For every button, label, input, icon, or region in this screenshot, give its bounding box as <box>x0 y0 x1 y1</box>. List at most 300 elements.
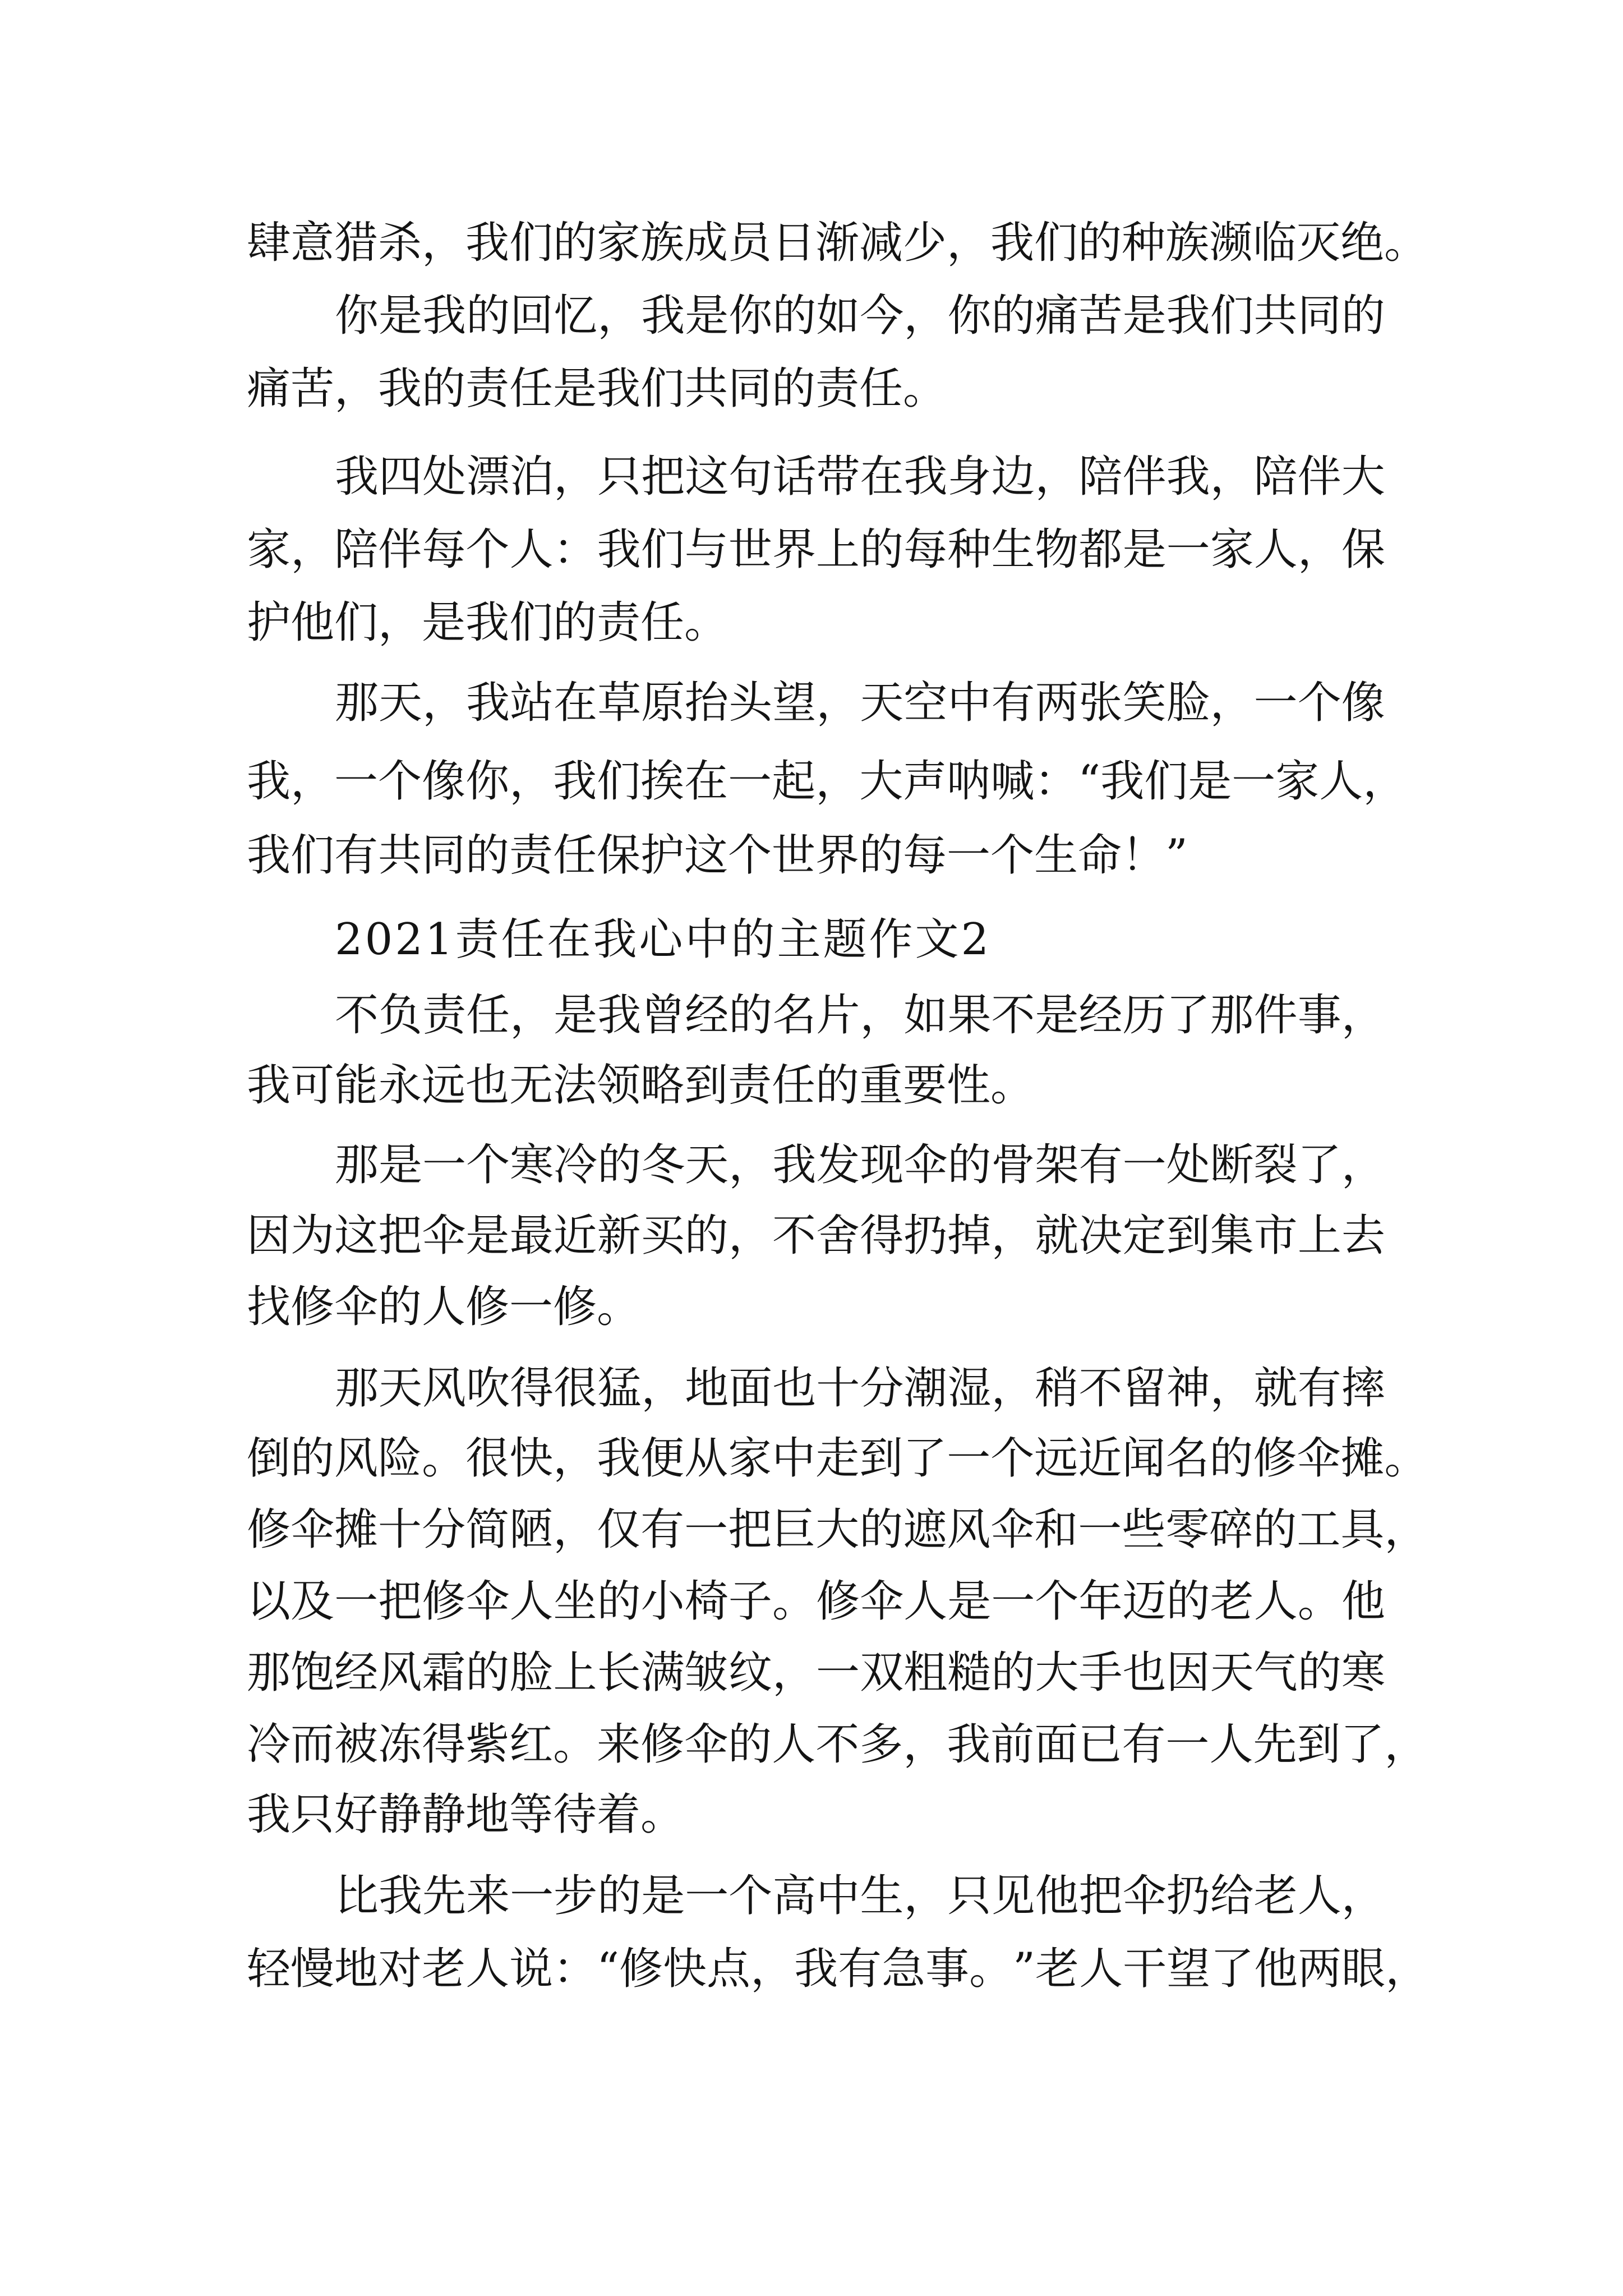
glyph: 们 <box>1210 291 1254 341</box>
glyph: 你 <box>947 291 992 341</box>
glyph: 定 <box>1122 1211 1166 1261</box>
glyph: 长 <box>597 1648 641 1698</box>
glyph: 抬 <box>685 678 729 728</box>
glyph: 忆 <box>554 291 598 341</box>
glyph: 。 <box>772 1576 816 1627</box>
glyph: 同 <box>1297 291 1341 341</box>
glyph: 面 <box>728 1363 773 1414</box>
glyph: 的 <box>772 291 817 341</box>
glyph: 他 <box>1035 1871 1079 1921</box>
glyph: 伞 <box>1122 1871 1166 1921</box>
glyph: 仅 <box>597 1504 641 1555</box>
glyph: 到 <box>1166 1211 1210 1261</box>
glyph: 陪 <box>1078 452 1123 502</box>
glyph: 上 <box>553 1648 597 1698</box>
glyph: 我 <box>466 678 510 728</box>
glyph: 一 <box>947 1433 991 1484</box>
glyph: 都 <box>1078 524 1123 575</box>
text-line <box>335 446 1385 508</box>
glyph: 每 <box>422 524 466 575</box>
glyph: 架 <box>1035 1140 1079 1190</box>
glyph: 满 <box>640 1648 685 1698</box>
glyph: 大 <box>1035 1648 1079 1698</box>
glyph: 的 <box>597 1576 641 1627</box>
glyph: 红 <box>509 1719 554 1770</box>
glyph: 湿 <box>947 1363 992 1414</box>
glyph: 多 <box>859 1719 903 1770</box>
glyph: 是 <box>1188 756 1232 807</box>
glyph: 近 <box>1078 1433 1122 1484</box>
glyph: 集 <box>1210 1211 1254 1261</box>
glyph: 很 <box>465 1433 510 1484</box>
glyph: 人 <box>903 1576 948 1627</box>
glyph: 快 <box>509 1433 554 1484</box>
glyph: ， <box>509 756 554 807</box>
glyph: 了 <box>1340 1719 1385 1770</box>
glyph: 修 <box>619 1944 663 1994</box>
glyph: 修 <box>816 1576 860 1627</box>
glyph: 一 <box>1232 756 1276 807</box>
glyph: ， <box>750 1944 795 1994</box>
glyph: ， <box>553 1504 597 1555</box>
glyph: 冬 <box>641 1140 685 1190</box>
glyph: 舍 <box>816 1211 860 1261</box>
glyph: 的 <box>1166 1576 1210 1627</box>
glyph: 的 <box>1253 1504 1297 1555</box>
glyph: 到 <box>859 1433 903 1484</box>
glyph: 老 <box>1210 1576 1254 1627</box>
glyph: 我 <box>1166 452 1210 502</box>
glyph: 话 <box>772 452 817 502</box>
glyph: 物 <box>1035 524 1079 575</box>
glyph: 任 <box>466 990 510 1041</box>
glyph: 天 <box>1210 1648 1254 1698</box>
glyph: 的 <box>860 524 904 575</box>
glyph: 。 <box>553 1719 597 1770</box>
glyph: 苦 <box>1078 291 1123 341</box>
glyph: 头 <box>728 678 773 728</box>
glyph: 脸 <box>509 1648 554 1698</box>
glyph: 我 <box>903 452 948 502</box>
glyph: 不 <box>772 1211 816 1261</box>
glyph: 摔 <box>1341 1363 1385 1414</box>
glyph: 有 <box>1078 1140 1123 1190</box>
glyph: 事 <box>1297 990 1341 1041</box>
glyph: 人 <box>509 524 554 575</box>
glyph: 的 <box>728 990 773 1041</box>
glyph: ， <box>641 1363 685 1414</box>
glyph: 我 <box>597 990 642 1041</box>
glyph: 点 <box>707 1944 751 1994</box>
glyph: 是 <box>379 291 423 341</box>
glyph: 有 <box>1297 1363 1341 1414</box>
glyph: 我 <box>247 756 291 807</box>
glyph: 是 <box>1122 524 1166 575</box>
glyph: 工 <box>1297 1504 1341 1555</box>
glyph: 是 <box>685 291 729 341</box>
glyph: 种 <box>947 524 992 575</box>
glyph: 紫 <box>465 1719 510 1770</box>
glyph: 最 <box>509 1211 554 1261</box>
glyph: 人 <box>509 1576 554 1627</box>
glyph: 上 <box>816 524 860 575</box>
glyph: 伴 <box>1297 452 1341 502</box>
glyph: ， <box>816 678 860 728</box>
glyph: ， <box>1341 1140 1385 1190</box>
glyph: 因 <box>247 1211 291 1261</box>
glyph: ， <box>903 291 948 341</box>
glyph: ， <box>597 291 642 341</box>
glyph: 就 <box>1253 1363 1298 1414</box>
section-heading: 2021责任在我心中的主题作文2 <box>335 914 992 965</box>
glyph: 慢 <box>291 1944 335 1994</box>
glyph: 我 <box>335 452 379 502</box>
glyph: 那 <box>1210 990 1254 1041</box>
text-line <box>335 285 1385 347</box>
glyph: 负 <box>379 990 423 1041</box>
glyph: “ <box>597 1944 620 1994</box>
glyph: 子 <box>728 1576 772 1627</box>
glyph: 走 <box>815 1433 860 1484</box>
glyph: 我 <box>553 756 597 807</box>
glyph: 步 <box>554 1871 598 1921</box>
glyph: ， <box>1385 1944 1430 1994</box>
glyph: 的 <box>991 291 1035 341</box>
glyph: 一 <box>728 756 772 807</box>
glyph: 到 <box>1297 1719 1341 1770</box>
glyph: 留 <box>1122 1363 1166 1414</box>
glyph: 的 <box>1297 1648 1341 1698</box>
glyph: 是 <box>947 1576 992 1627</box>
glyph: 摊 <box>334 1504 379 1555</box>
glyph: 不 <box>335 990 379 1041</box>
glyph: 天 <box>860 678 904 728</box>
glyph: 家 <box>1210 524 1254 575</box>
glyph: 年 <box>1078 1576 1123 1627</box>
glyph: 的 <box>947 1140 992 1190</box>
glyph: 一 <box>1166 524 1210 575</box>
text-line: 找修伞的人修一修。 <box>247 1282 641 1332</box>
glyph: 决 <box>1078 1211 1123 1261</box>
text-line <box>335 984 1385 1046</box>
glyph: ， <box>728 1211 772 1261</box>
glyph: 一 <box>1122 1140 1166 1190</box>
glyph: 市 <box>1253 1211 1298 1261</box>
glyph: 在 <box>684 756 728 807</box>
glyph: 责 <box>422 990 467 1041</box>
text-line <box>335 1865 1385 1927</box>
text-line: 护他们，是我们的责任。 <box>247 597 728 648</box>
glyph: 只 <box>947 1871 992 1921</box>
glyph: 那 <box>335 1363 379 1414</box>
glyph: 我 <box>1100 756 1145 807</box>
glyph: 近 <box>553 1211 597 1261</box>
text-line <box>247 1205 1385 1267</box>
glyph: 得 <box>422 1719 466 1770</box>
glyph: ， <box>554 452 598 502</box>
glyph: 得 <box>510 1363 554 1414</box>
glyph: 老 <box>1035 1944 1080 1994</box>
glyph: ， <box>728 1140 773 1190</box>
glyph: 比 <box>335 1871 379 1921</box>
glyph: ， <box>1341 1871 1385 1921</box>
glyph: 把 <box>1078 1871 1123 1921</box>
glyph: 个 <box>378 756 422 807</box>
glyph: 的 <box>291 1433 335 1484</box>
glyph: 眼 <box>1341 1944 1386 1994</box>
glyph: ， <box>422 678 467 728</box>
glyph: ， <box>1210 452 1254 502</box>
glyph: ， <box>1210 1363 1254 1414</box>
glyph: 只 <box>597 452 642 502</box>
glyph: 地 <box>685 1363 729 1414</box>
glyph: 痛 <box>1035 291 1079 341</box>
glyph: 老 <box>1253 1871 1298 1921</box>
glyph: 的 <box>991 1648 1035 1698</box>
glyph: 便 <box>640 1433 685 1484</box>
glyph: 先 <box>1253 1719 1297 1770</box>
glyph: ， <box>991 1211 1035 1261</box>
glyph: 把 <box>641 452 685 502</box>
glyph: 风 <box>378 1648 422 1698</box>
glyph: 很 <box>554 1363 598 1414</box>
glyph: 生 <box>860 1871 904 1921</box>
glyph: 世 <box>728 524 772 575</box>
glyph: 片 <box>816 990 860 1041</box>
glyph: 望 <box>772 678 817 728</box>
glyph: 一 <box>334 1576 379 1627</box>
glyph: 我 <box>1166 291 1210 341</box>
text-line <box>247 1428 1428 1489</box>
text-line: 我们有共同的责任保护这个世界的每一个生命！” <box>247 830 1188 881</box>
glyph: 是 <box>1035 990 1079 1041</box>
glyph: 而 <box>291 1719 335 1770</box>
glyph: 们 <box>640 524 685 575</box>
glyph: 边 <box>991 452 1035 502</box>
glyph: 一 <box>1165 1719 1210 1770</box>
glyph: 吹 <box>466 1363 510 1414</box>
glyph: ， <box>1035 452 1079 502</box>
glyph: 险 <box>378 1433 422 1484</box>
glyph: 说 <box>509 1944 554 1994</box>
glyph: 坐 <box>553 1576 597 1627</box>
glyph: 今 <box>860 291 904 341</box>
glyph: 一 <box>684 1504 728 1555</box>
glyph: 。 <box>1384 1433 1428 1484</box>
glyph: 伞 <box>1297 1433 1341 1484</box>
glyph: 伞 <box>903 1140 948 1190</box>
glyph: 两 <box>1035 678 1079 728</box>
glyph: 掉 <box>947 1211 992 1261</box>
glyph: 个 <box>466 1140 510 1190</box>
glyph: 潮 <box>903 1363 948 1414</box>
glyph: 两 <box>1298 1944 1342 1994</box>
glyph: 粗 <box>903 1648 948 1698</box>
glyph: 伞 <box>422 1211 466 1261</box>
glyph: 我 <box>772 1140 817 1190</box>
text-line <box>247 751 1407 812</box>
glyph: 摊 <box>1340 1433 1385 1484</box>
glyph: 伴 <box>378 524 422 575</box>
glyph: 现 <box>860 1140 904 1190</box>
glyph: 是 <box>379 1140 423 1190</box>
glyph: ， <box>1297 524 1341 575</box>
glyph: 伞 <box>990 1504 1035 1555</box>
glyph: 老 <box>422 1944 466 1994</box>
glyph: 。 <box>422 1433 466 1484</box>
glyph: 先 <box>422 1871 467 1921</box>
glyph: 地 <box>334 1944 379 1994</box>
glyph: 人 <box>1253 1576 1298 1627</box>
glyph: 修 <box>640 1719 685 1770</box>
glyph: 把 <box>378 1211 422 1261</box>
glyph: 我 <box>379 1871 423 1921</box>
glyph: 的 <box>597 1140 642 1190</box>
glyph: 些 <box>1122 1504 1166 1555</box>
glyph: 发 <box>816 1140 860 1190</box>
glyph: ， <box>553 1433 597 1484</box>
glyph: 了 <box>1210 1944 1255 1994</box>
text-line <box>247 519 1385 581</box>
glyph: ， <box>1210 678 1254 728</box>
glyph: 修 <box>1253 1433 1297 1484</box>
glyph: 天 <box>685 1140 729 1190</box>
glyph: 迈 <box>1122 1576 1166 1627</box>
glyph: 如 <box>903 990 948 1041</box>
glyph: 与 <box>684 524 728 575</box>
glyph: 糙 <box>947 1648 992 1698</box>
text-line: 我只好静静地等待着。 <box>247 1789 685 1840</box>
text-line: 肆意猎杀，我们的家族成员日渐减少，我们的种族濒临灭绝。 <box>247 218 1428 268</box>
glyph: ： <box>1034 756 1078 807</box>
glyph: “ <box>1078 756 1101 807</box>
glyph: 猛 <box>597 1363 642 1414</box>
glyph: 一 <box>334 756 379 807</box>
glyph: 被 <box>334 1719 379 1770</box>
glyph: 我 <box>794 1944 838 1994</box>
glyph: 买 <box>640 1211 685 1261</box>
glyph: 个 <box>1035 1576 1079 1627</box>
glyph: 伞 <box>684 1719 728 1770</box>
glyph: ， <box>991 1363 1035 1414</box>
glyph: 们 <box>1144 756 1188 807</box>
glyph: 在 <box>860 452 904 502</box>
glyph: 面 <box>1034 1719 1078 1770</box>
glyph: 把 <box>378 1576 422 1627</box>
glyph: 和 <box>1034 1504 1078 1555</box>
glyph: 个 <box>465 524 510 575</box>
glyph: 闻 <box>1122 1433 1166 1484</box>
glyph: 就 <box>1035 1211 1079 1261</box>
glyph: 家 <box>247 524 291 575</box>
glyph: ， <box>903 1871 948 1921</box>
glyph: ， <box>772 1648 816 1698</box>
glyph: 呐 <box>947 756 991 807</box>
glyph: 冷 <box>554 1140 598 1190</box>
glyph: 人 <box>772 1719 816 1770</box>
glyph: 修 <box>422 1576 466 1627</box>
glyph: 他 <box>1254 1944 1298 1994</box>
glyph: 伞 <box>860 1576 904 1627</box>
glyph: 的 <box>859 1504 903 1555</box>
glyph: 霜 <box>422 1648 466 1698</box>
glyph: 了 <box>1297 1140 1341 1190</box>
glyph: ， <box>860 990 904 1041</box>
glyph: 巨 <box>772 1504 816 1555</box>
glyph: 你 <box>465 756 510 807</box>
glyph: 以 <box>247 1576 291 1627</box>
glyph: 干 <box>1123 1944 1167 1994</box>
text-line <box>247 1714 1428 1775</box>
glyph: 断 <box>1210 1140 1254 1190</box>
glyph: 中 <box>772 1433 816 1484</box>
glyph: 的 <box>465 1648 510 1698</box>
glyph: 扔 <box>903 1211 948 1261</box>
glyph: 像 <box>1341 678 1385 728</box>
glyph: 轻 <box>247 1944 291 1994</box>
glyph: 椅 <box>684 1576 728 1627</box>
glyph: 天 <box>379 1363 423 1414</box>
text-line: 痛苦，我的责任是我们共同的责任。 <box>247 364 947 414</box>
glyph: 的 <box>728 1719 772 1770</box>
glyph: 了 <box>1166 990 1210 1041</box>
glyph: ： <box>553 524 597 575</box>
glyph: 倒 <box>247 1433 291 1484</box>
text-line <box>247 1499 1428 1561</box>
glyph: 也 <box>1122 1648 1166 1698</box>
glyph: 一 <box>685 1871 729 1921</box>
glyph: 的 <box>466 291 510 341</box>
glyph: 那 <box>335 1140 379 1190</box>
glyph: 不 <box>815 1719 860 1770</box>
glyph: 具 <box>1340 1504 1385 1555</box>
glyph: 风 <box>334 1433 379 1484</box>
glyph: 也 <box>772 1363 817 1414</box>
glyph: 是 <box>1122 291 1166 341</box>
glyph: 去 <box>1341 1211 1385 1261</box>
glyph: 们 <box>597 756 641 807</box>
glyph: 人 <box>1253 524 1298 575</box>
glyph: 漂 <box>466 452 510 502</box>
glyph: 每 <box>903 524 948 575</box>
glyph: 分 <box>860 1363 904 1414</box>
glyph: 界 <box>772 524 816 575</box>
glyph: 纹 <box>728 1648 772 1698</box>
glyph: 家 <box>728 1433 772 1484</box>
glyph: 的 <box>1341 291 1385 341</box>
glyph: 大 <box>1341 452 1385 502</box>
glyph: ” <box>1013 1944 1036 1994</box>
glyph: ， <box>903 1719 947 1770</box>
glyph: 十 <box>378 1504 422 1555</box>
glyph: 冷 <box>247 1719 291 1770</box>
glyph: 风 <box>422 1363 467 1414</box>
glyph: 曾 <box>641 990 685 1041</box>
glyph: 因 <box>1166 1648 1210 1698</box>
glyph: 那 <box>247 1648 291 1698</box>
glyph: 他 <box>1341 1576 1385 1627</box>
glyph: 把 <box>728 1504 772 1555</box>
glyph: 四 <box>379 452 423 502</box>
glyph: 得 <box>860 1211 904 1261</box>
glyph: 经 <box>685 990 729 1041</box>
glyph: 中 <box>816 1871 860 1921</box>
glyph: 果 <box>947 990 992 1041</box>
glyph: 个 <box>728 1871 773 1921</box>
glyph: 上 <box>1297 1211 1341 1261</box>
glyph: 望 <box>1166 1944 1211 1994</box>
glyph: 十 <box>816 1363 860 1414</box>
